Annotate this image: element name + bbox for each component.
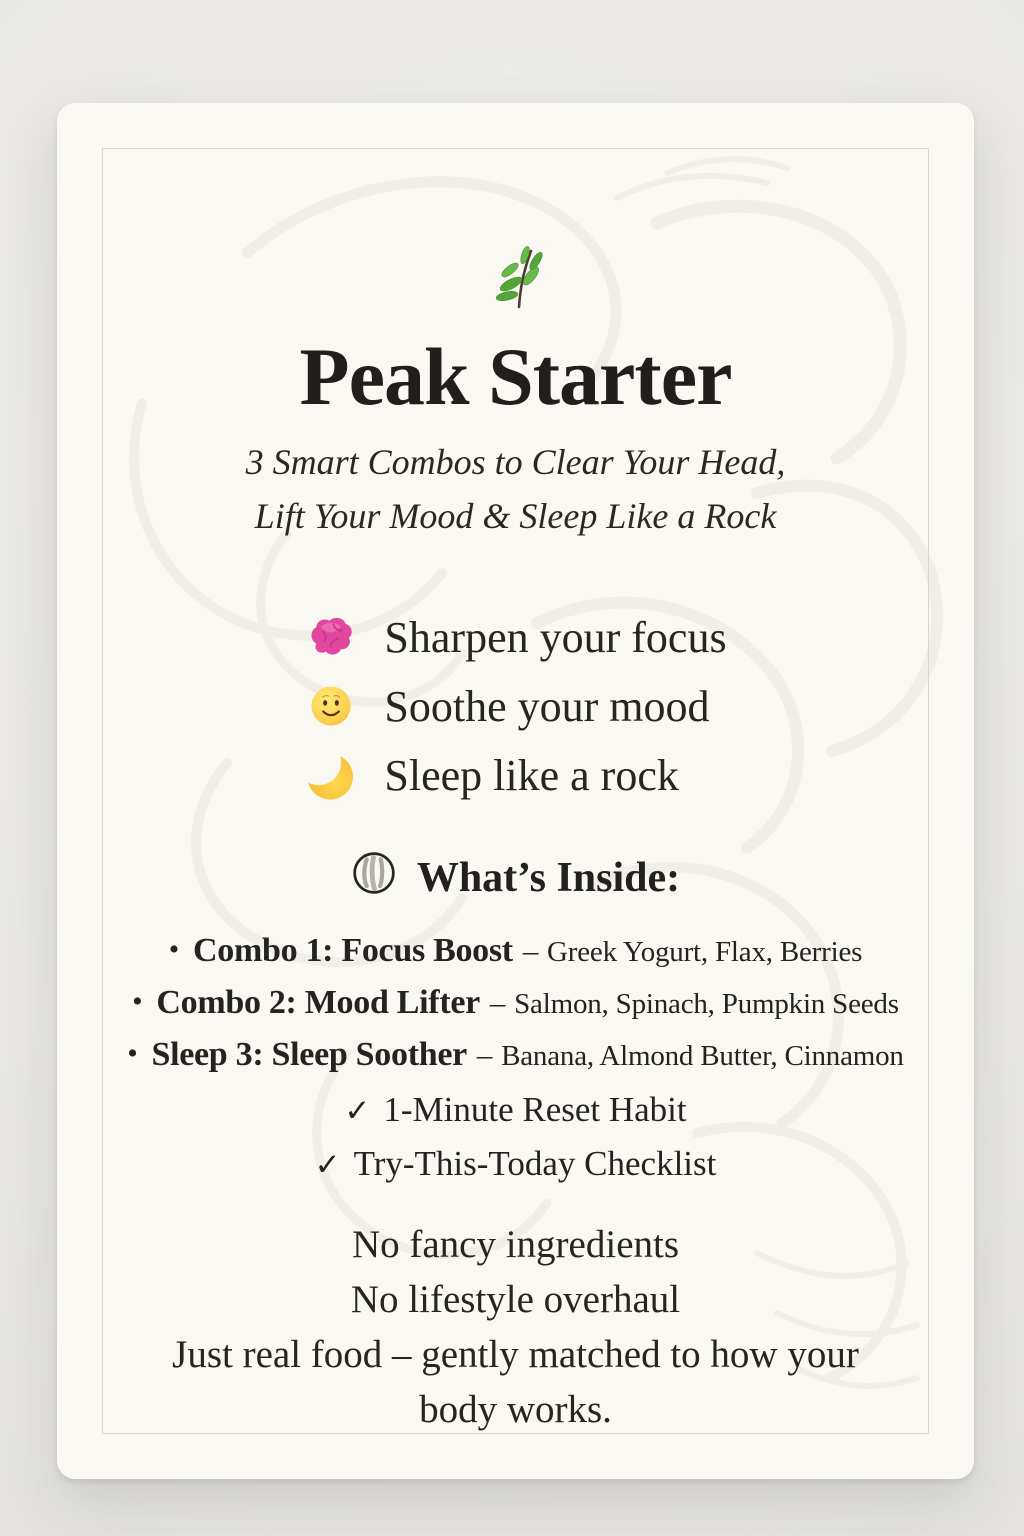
footer-line-3: Just real food – gently matched to how your body works.: [172, 1332, 859, 1431]
dash-separator: –: [489, 984, 506, 1020]
footer-line-1: No fancy ingredients: [351, 1222, 680, 1266]
whats-inside-label: What’s Inside:: [416, 855, 681, 902]
poster-card: [57, 103, 974, 1479]
combo-name: Combo 1: Focus Boost: [192, 931, 513, 969]
combo-item-2: [57, 977, 974, 1029]
footer-text: [136, 1217, 896, 1437]
check-icon: ✓: [344, 1092, 371, 1129]
herb-sprig-icon: [57, 243, 974, 315]
combo-item-3: [57, 1029, 974, 1081]
benefit-row-focus: [304, 603, 726, 672]
smiling-face-emoji: [304, 679, 358, 733]
footer-line-2: No lifestyle overhaul: [350, 1277, 681, 1321]
combo-ingredients: Salmon, Spinach, Pumpkin Seeds: [514, 987, 899, 1020]
feature-label: Try-This-Today Checklist: [353, 1143, 717, 1183]
combo-ingredients: Greek Yogurt, Flax, Berries: [547, 935, 863, 968]
benefit-row-mood: [304, 672, 709, 741]
combo-name: Sleep 3: Sleep Soother: [151, 1035, 467, 1073]
check-icon: ✓: [314, 1146, 341, 1183]
benefit-label: Soothe your mood: [384, 681, 710, 731]
benefit-label: Sleep like a rock: [384, 750, 679, 800]
dash-separator: –: [522, 932, 539, 968]
combo-item-1: [57, 925, 974, 977]
bullet-dot: •: [168, 932, 179, 966]
feature-checklist: [57, 1083, 974, 1191]
bullet-dot: •: [127, 1036, 138, 1070]
feature-item-1: [57, 1083, 974, 1137]
sketched-brain-circle-icon: [351, 850, 397, 907]
subtitle-line-1: 3 Smart Combos to Clear Your Head,: [245, 441, 786, 482]
feature-label: 1-Minute Reset Habit: [383, 1089, 687, 1129]
poster-subtitle: [57, 435, 974, 543]
pink-brain-emoji: [304, 610, 358, 664]
benefit-row-sleep: [304, 741, 678, 810]
benefit-label: Sharpen your focus: [384, 612, 727, 662]
poster-content: [57, 103, 974, 1437]
combo-name: Combo 2: Mood Lifter: [156, 983, 480, 1021]
bullet-dot: •: [132, 984, 143, 1018]
dash-separator: –: [476, 1036, 493, 1072]
benefits-list: [304, 603, 726, 810]
feature-item-2: [57, 1137, 974, 1191]
combo-ingredients: Banana, Almond Butter, Cinnamon: [501, 1039, 904, 1072]
combo-list: [57, 925, 974, 1081]
subtitle-line-2: Lift Your Mood & Sleep Like a Rock: [254, 495, 777, 536]
poster-title: Peak Starter: [299, 331, 732, 422]
whats-inside-heading: [57, 850, 974, 907]
crescent-moon-emoji: [304, 748, 358, 802]
